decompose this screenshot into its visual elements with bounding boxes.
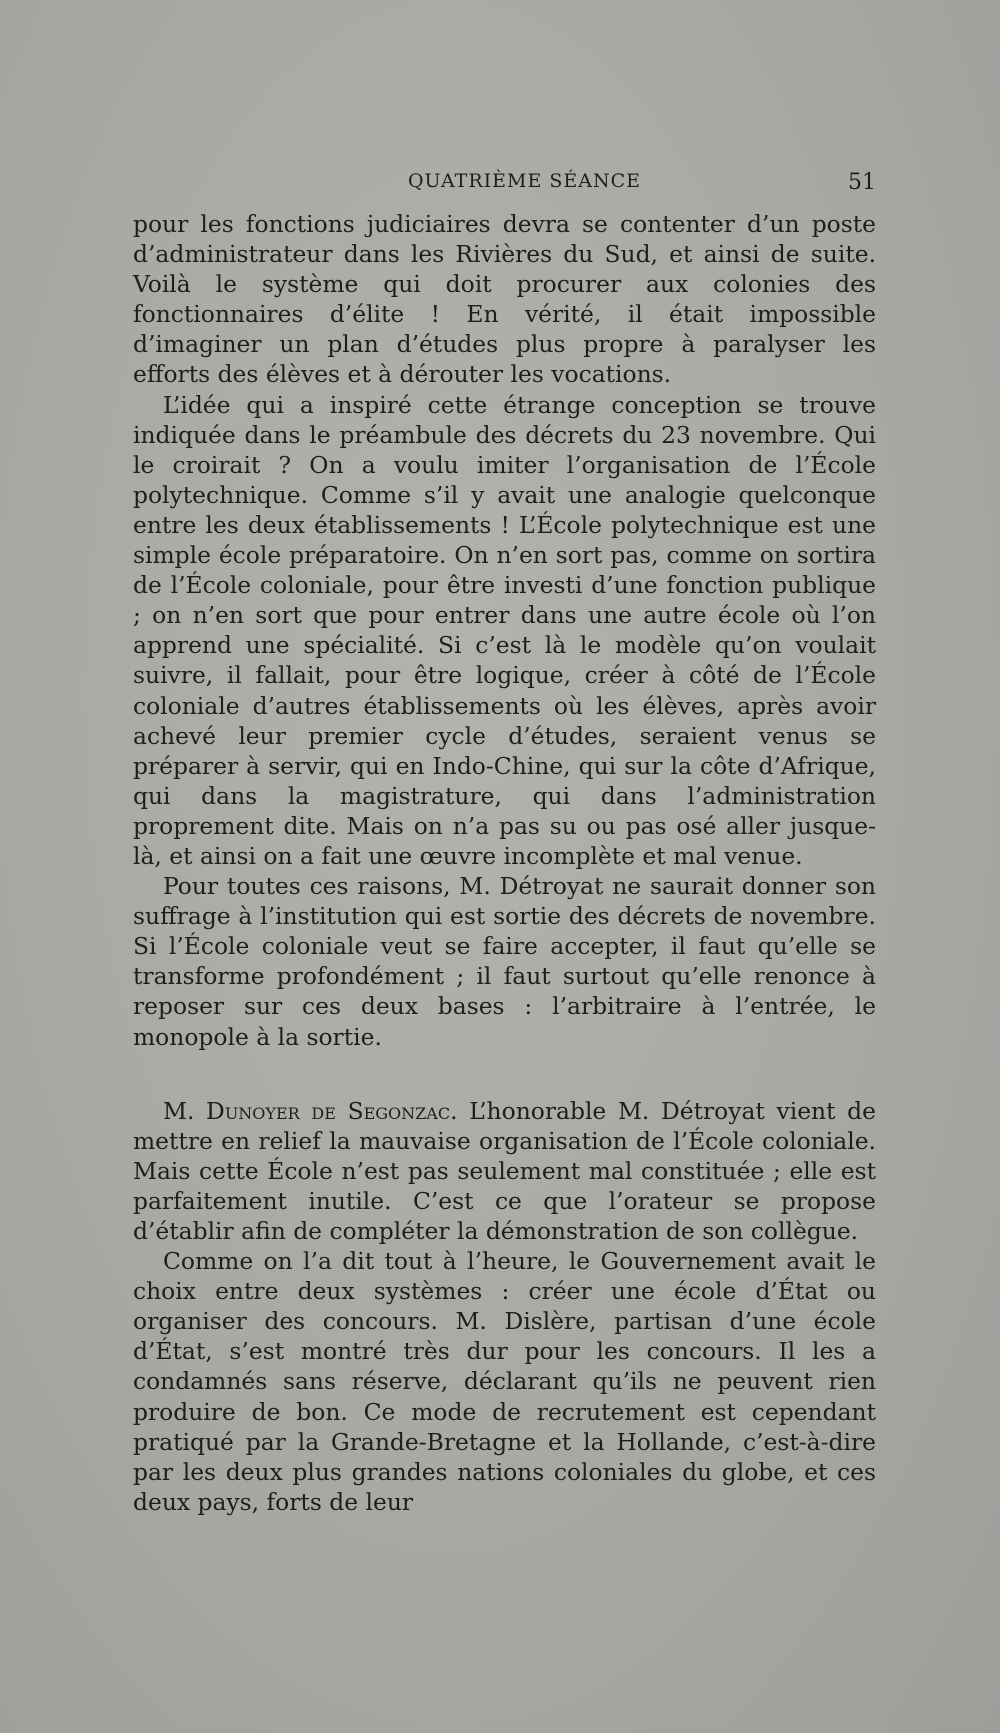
paragraph: pour les fonctions judiciaires devra se contenter d’un poste d’administrateur dans les Rivières du Sud, et ainsi de suite. Voilà le système qui doit procurer aux colonies des fonctionnaires d’élite ! En vérité, il était impossible d’imaginer un plan d’études plus propre à paralyser les efforts des élèves et à dérouter les vocations. [133,210,876,389]
speaker-name: M. Dunoyer de Segonzac. [163,1096,458,1125]
page-header [133,170,876,200]
paragraph: L’idée qui a inspiré cette étrange conception se trouve indiquée dans le préambule des décrets du 23 novembre. Qui le croirait ? On a voulu imiter l’organisation de l’École polytechnique. Comme s’il y avait une analogie quelconque entre les deux établissements ! L’École polytechnique est une simple école préparatoire. On n’en sort pas, comme on sortira de l’École coloniale, pour être investi d’une fonction publique ; on n’en sort que pour entrer dans une autre école où l’on apprend une spécialité. Si c’est là le modèle qu’on voulait suivre, il fallait, pour être logique, créer à côté de l’École coloniale d’autres établissements où les élèves, après avoir achevé leur premier cycle d’études, seraient venus se préparer à servir, qui en Indo-Chine, qui sur la côte d’Afrique, qui dans la magistrature, qui dans l’administration proprement dite. Mais on n’a pas su ou pas osé aller jusque-là, et ainsi on a fait une œuvre incomplète et mal venue. [133,390,876,870]
speech-paragraph [133,1096,876,1246]
running-title: QUATRIÈME SÉANCE [407,170,642,192]
paragraph: Pour toutes ces raisons, M. Détroyat ne saurait donner son suffrage à l’institution qui est sortie des décrets de novembre. Si l’École coloniale veut se faire accepter, il faut qu’elle se transforme profondément ; il faut surtout qu’elle renonce à reposer sur ces deux bases : l’arbitraire à l’entrée, le monopole à la sortie. [133,872,876,1051]
paragraph: Comme on l’a dit tout à l’heure, le Gouvernement avait le choix entre deux systèmes : créer une école d’État ou organiser des concours. M. Dislère, partisan d’une école d’État, s’est montré très dur pour les concours. Il les a condamnés sans réserve, déclarant qu’ils ne peuvent rien produire de bon. Ce mode de recrutement est cependant pratiqué par la Grande-Bretagne et la Hollande, c’est-à-dire par les deux plus grandes nations coloniales du globe, et ces deux pays, forts de leur [133,1247,876,1516]
page-number: 51 [848,170,876,195]
body-text [133,209,876,1517]
speech-text: L’honorable M. Détroyat vient de mettre en relief la mauvaise organisation de l’École coloniale. Mais cette École n’est pas seulement mal constituée ; elle est parfaitement inutile. C’est ce que l’orateur se propose d’établir afin de compléter la démonstration de son collègue. [133,1096,876,1245]
section-break [133,1052,876,1096]
